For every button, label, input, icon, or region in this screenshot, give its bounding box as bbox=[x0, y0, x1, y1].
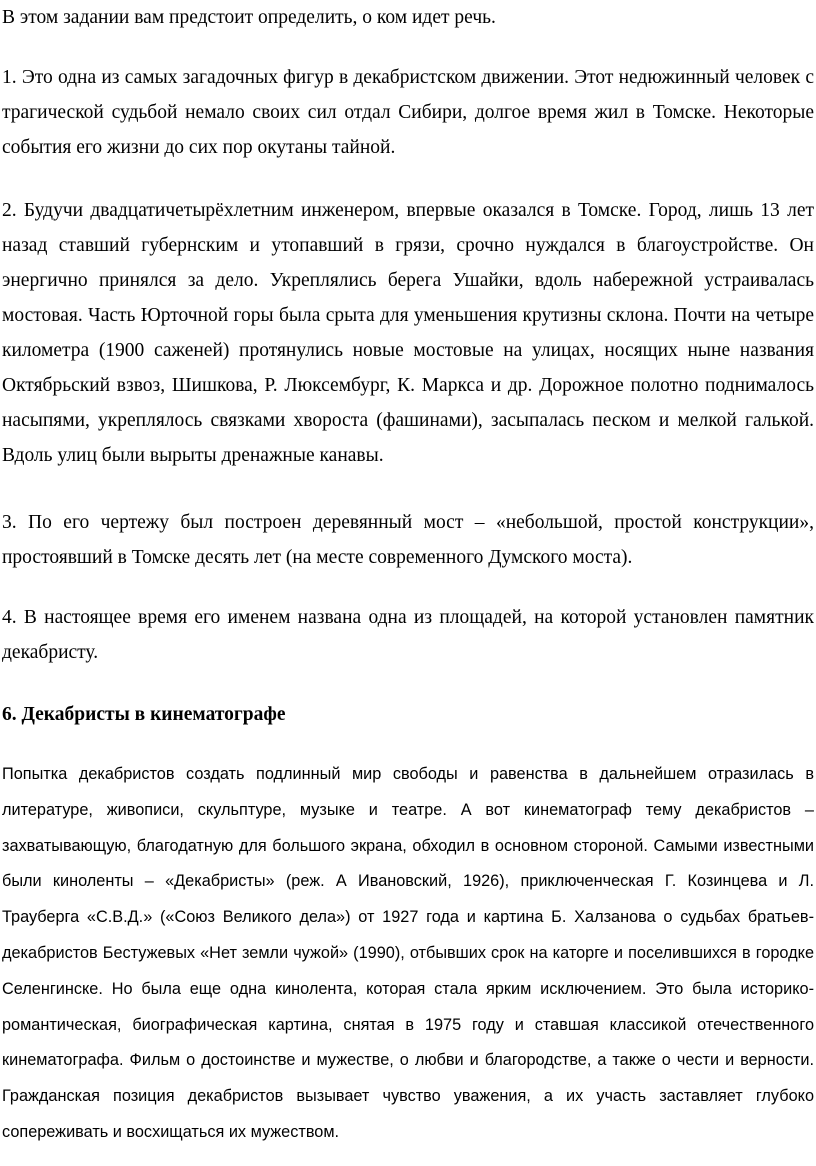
section-text: Попытка декабристов создать подлинный мир свободы и равенства в дальнейшем отразилась в литературе, живописи, скульптуре, музыке и театре. А вот кинематограф тему декабристов – захватывающую, благодатную для большого экрана, обходил в основном стороной. Самыми известными были киноленты – «Декабристы» (реж. А Ивановский, 1926), приключенческая Г. Козинцева и Л. Трауберга «С.В.Д.» («Союз Великого дела») от 1927 года и картина Б. Халзанова о судьбах братьев-декабристов Бестужевых «Нет земли чужой» (1990), отбывших срок на каторге и поселившихся в городке Селенгинске. Но была еще одна кинолента, которая стала ярким исключением. Это была историко-романтическая, биографическая картина, снятая в 1975 году и ставшая классикой отечественного кинематографа. Фильм о достоинстве и мужестве, о любви и благородстве, а также о чести и верности. Гражданская позиция декабристов вызывает чувство уважения, а их участь заставляет глубоко сопереживать и восхищаться их мужеством. bbox=[2, 765, 814, 1141]
paragraph-3: 3. По его чертежу был построен деревянный мост – «небольшой, простой конструкции», простоявший в Томске десять лет (на месте современного Думского моста). bbox=[2, 512, 814, 568]
section-heading: 6. Декабристы в кинематографе bbox=[2, 704, 286, 725]
paragraph-2: 2. Будучи двадцатичетырёхлетним инженером, впервые оказался в Томске. Город, лишь 13 лет назад ставший губернским и утопавший в грязи, срочно нуждался в благоустройстве. Он энергично принялся за дело. Укреплялись берега Ушайки, вдоль набережной устраивалась мостовая. Часть Юрточной горы была срыта для уменьшения крутизны склона. Почти на четыре километра (1900 саженей) протянулись новые мостовые на улицах, носящих ныне названия Октябрьский взвоз, Шишкова, Р. Люксембург, К. Маркса и др. Дорожное полотно поднималось насыпями, укреплялось связками хвороста (фашинами), засыпалась песком и мелкой галькой. Вдоль улиц были вырыты дренажные канавы. bbox=[2, 200, 814, 466]
paragraph-4: 4. В настоящее время его именем названа одна из площадей, на которой установлен памятник декабристу. bbox=[2, 607, 814, 663]
paragraph-1: 1. Это одна из самых загадочных фигур в декабристском движении. Этот недюжинный человек с трагической судьбой немало своих сил отдал Сибири, долгое время жил в Томске. Некоторые события его жизни до сих пор окутаны тайной. bbox=[2, 67, 814, 158]
intro-text: В этом задании вам предстоит определить, о ком идет речь. bbox=[2, 7, 496, 28]
